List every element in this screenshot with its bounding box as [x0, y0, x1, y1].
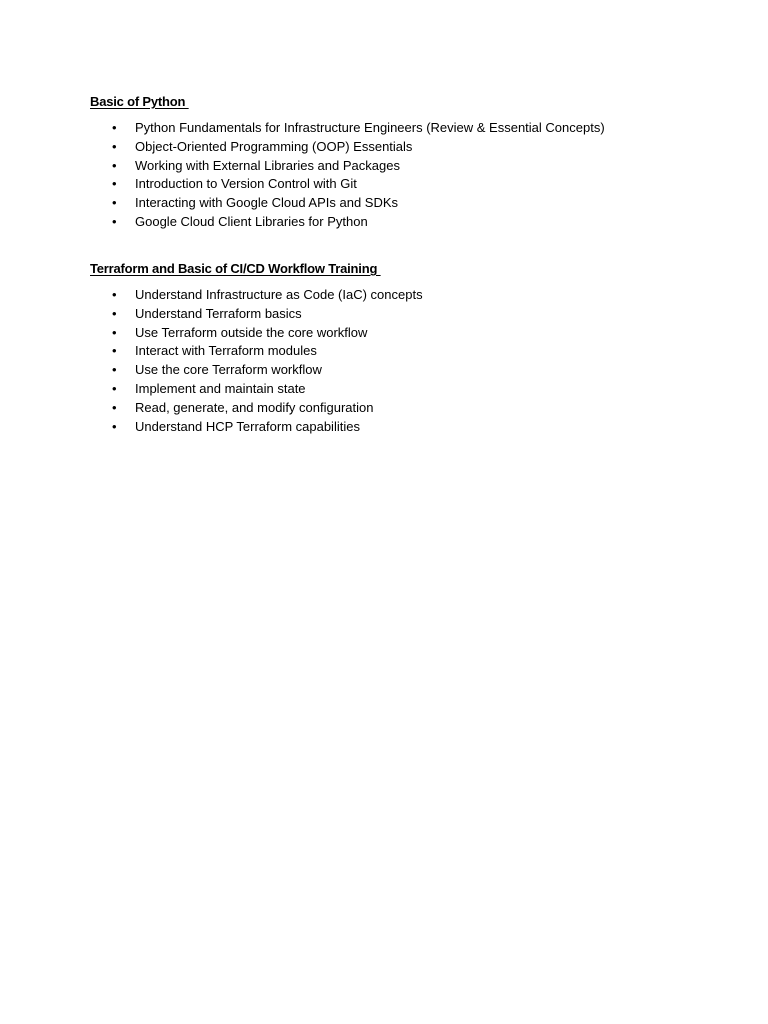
bullet-icon: • [112, 399, 117, 415]
bullet-icon: • [112, 176, 117, 192]
bullet-icon: • [112, 195, 117, 211]
section-terraform [90, 260, 730, 436]
list-item-text: Understand Infrastructure as Code (IaC) concepts [135, 287, 423, 302]
list-item [90, 157, 730, 176]
bullet-icon: • [112, 324, 117, 340]
list-item-text: Object-Oriented Programming (OOP) Essentials [135, 138, 413, 154]
section-heading: Basic of Python [90, 94, 189, 109]
list-item [90, 324, 730, 343]
bullet-icon: • [112, 418, 117, 434]
list-item [90, 175, 730, 194]
list-item-text: Use the core Terraform workflow [135, 362, 322, 378]
list-item [90, 286, 730, 305]
list-item [90, 380, 730, 399]
list-item-text: Use Terraform outside the core workflow [135, 324, 368, 340]
bullet-icon: • [112, 362, 117, 378]
bullet-icon: • [112, 343, 117, 359]
list-item [90, 361, 730, 380]
list-item-text: Understand HCP Terraform capabilities [135, 418, 360, 434]
bullet-icon: • [112, 120, 117, 135]
list-item-text: Read, generate, and modify configuration [135, 399, 374, 415]
bullet-icon: • [112, 380, 117, 396]
list-item-text: Implement and maintain state [135, 380, 306, 396]
list-item [90, 119, 730, 138]
section-python [90, 93, 730, 232]
list-item-text: Understand Terraform basics [135, 305, 302, 321]
list-item [90, 138, 730, 157]
bullet-icon: • [112, 287, 117, 302]
list-item [90, 194, 730, 213]
list-item [90, 399, 730, 418]
list-item [90, 342, 730, 361]
bullet-icon: • [112, 213, 117, 229]
list-item-text: Interacting with Google Cloud APIs and SDKs [135, 195, 399, 211]
list-item-text: Introduction to Version Control with Git [135, 176, 357, 192]
list-item-text: Interact with Terraform modules [135, 343, 317, 359]
bullet-icon: • [112, 157, 117, 173]
list-item-text: Working with External Libraries and Packages [135, 157, 400, 173]
list-item [90, 305, 730, 324]
bullet-icon: • [112, 305, 117, 321]
bullet-icon: • [112, 138, 117, 154]
bullet-list [90, 286, 730, 436]
section-heading: Terraform and Basic of CI/CD Workflow Training [90, 261, 381, 276]
list-item-text: Google Cloud Client Libraries for Python [135, 213, 368, 229]
list-item-text: Python Fundamentals for Infrastructure Engineers (Review & Essential Concepts) [135, 120, 605, 135]
bullet-list [90, 119, 730, 232]
list-item [90, 418, 730, 437]
list-item [90, 213, 730, 232]
